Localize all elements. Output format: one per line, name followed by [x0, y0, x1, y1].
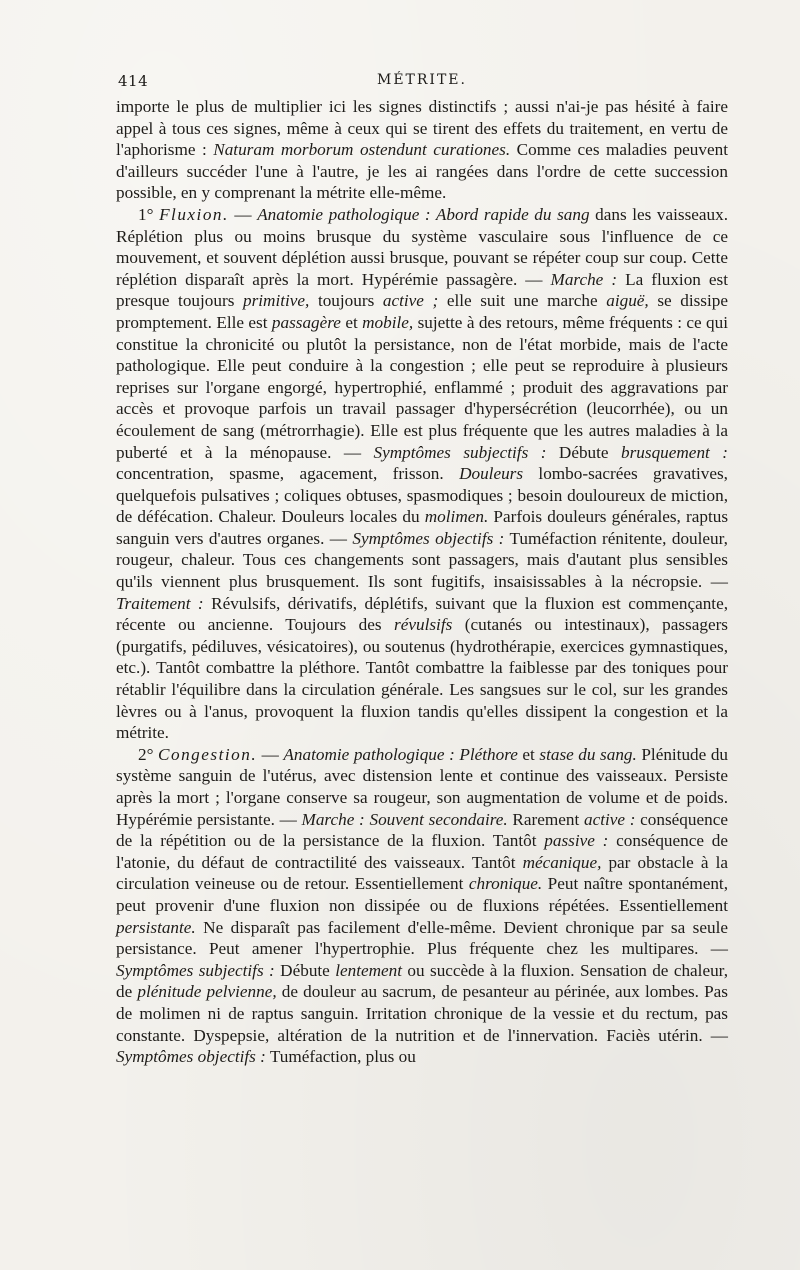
italic-text: mécanique, [522, 852, 602, 872]
text-segment: 2° [138, 744, 159, 764]
italic-text: Douleurs [459, 464, 524, 484]
italic-text: active : [583, 809, 636, 829]
page-header [118, 72, 726, 98]
text-segment: Rarement [507, 809, 584, 829]
italic-text: chronique. [468, 874, 543, 894]
italic-text: Symptômes objectifs : [116, 1047, 266, 1067]
text-segment: par obstacle à la circulation veineuse ou de retour. Essentiellement [116, 852, 728, 894]
italic-text: Traitement : [116, 593, 204, 613]
italic-text: Symptômes objectifs : [352, 528, 505, 548]
italic-text: plénitude pelvienne, [137, 982, 277, 1002]
italic-text: Anatomie pathologique : Pléthore [283, 744, 518, 764]
text-segment: Peut naître spontanément, peut provenir d'une fluxion non dissipée ou de fluxions répétées. Essentiellement [116, 874, 728, 915]
text-segment: Tuméfaction, plus ou [265, 1047, 416, 1067]
text-segment: importe le plus de multiplier ici les signes distinctifs ; aussi n'ai-je pas hésité à faire appel à tous ces signes, même à ceux qui se tirent des effets du traitement, en vertu de l'aphorisme : [116, 97, 728, 160]
paragraph [116, 204, 728, 744]
italic-text: Marche : Souvent secondaire. [301, 809, 508, 829]
italic-text: passagère [271, 312, 341, 332]
page-body-text [116, 96, 728, 1068]
text-segment: Plénitude du système sanguin de l'utérus, avec distension lente et continue des vaisseaux. Persiste après la mort ; l'organe conserve sa rougeur, son augmentation de volume et de poids. Hypérémie persistante. — [116, 744, 729, 829]
italic-text: Naturam morborum ostendunt curationes. [213, 140, 511, 160]
text-segment: ou succède à la fluxion. Sensation de chaleur, de [116, 960, 729, 1002]
text-segment: Débute [274, 960, 336, 980]
text-segment: Tuméfaction rénitente, douleur, rougeur, chaleur. Tous ces changements sont passagers, mais d'autant plus sensibles qu'ils viennent plus brusquement. Ils sont fugitifs, insaisissables à la nécropsie. — [116, 528, 728, 592]
italic-text: Symptômes subjectifs : [116, 960, 275, 980]
italic-text: lentement [335, 960, 403, 980]
text-segment: conséquence de la répétition ou de la persistance de la fluxion. Tantôt [116, 809, 728, 851]
page-number: 414 [118, 72, 149, 90]
text-segment: lombo-sacrées gravatives, quelquefois pulsatives ; coliques obtuses, spasmodiques ; besoin douloureux de miction, de défécation. Chaleur. Douleurs locales du [116, 464, 728, 527]
italic-text: molimen. [424, 507, 489, 527]
text-segment: Ne disparaît pas facilement d'elle-même. Devient chronique par sa seule persistance. Peut amener l'hypertrophie. Plus fréquente chez les multipares. — [116, 917, 728, 959]
text-segment: concentration, spasme, agacement, frisson. [116, 464, 460, 484]
text-segment: La fluxion est presque toujours [116, 269, 728, 311]
text-segment: dans les vaisseaux. Réplétion plus ou moins brusque du système vasculaire sous l'influence de ce mouvement, et souvent déplétion aussi brusque, pouvant se répéter coup sur coup. Cette réplétion disparaît après la mort. Hypérémie passagère. — [116, 204, 729, 289]
text-segment: 1° [138, 204, 160, 224]
italic-text: primitive, [242, 291, 310, 311]
text-segment: Comme ces maladies peuvent d'ailleurs succéder l'une à l'autre, je les ai rangées dans l'ordre de cette succession possible, en y comprenant la métrite elle-même. [116, 140, 728, 203]
text-segment: toujours [309, 291, 383, 311]
text-segment: Parfois douleurs générales, raptus sanguin vers d'autres organes. — [116, 507, 729, 548]
section-heading: Congestion. [158, 744, 258, 764]
italic-text: Symptômes subjectifs : [373, 442, 547, 462]
italic-text: persistante. [116, 917, 196, 937]
paragraph [116, 96, 728, 204]
text-segment: et [340, 312, 363, 332]
italic-text: brusquement : [621, 442, 728, 462]
italic-text: active ; [382, 291, 439, 311]
section-heading: Fluxion. [159, 204, 229, 224]
italic-text: Marche : [550, 269, 618, 289]
text-segment: elle suit une marche [438, 291, 607, 311]
text-segment: de douleur au sacrum, de pesanteur au périnée, aux lombes. Pas de molimen ni de raptus sanguin. Irritation chronique de la vessie et du rectum, pas constante. Dyspepsie, altération de la nutrition et de l'innervation. Faciès utérin. — [116, 982, 728, 1045]
text-segment: conséquence de l'atonie, du défaut de contractilité des vaisseaux. Tantôt [116, 831, 728, 872]
italic-text: révulsifs [394, 615, 453, 635]
italic-text: passive : [544, 831, 609, 851]
paragraph [116, 744, 728, 1068]
italic-text: mobile, [362, 312, 414, 332]
text-segment: — [257, 744, 284, 764]
text-segment: se dissipe promptement. Elle est [116, 291, 728, 332]
text-segment: et [517, 744, 540, 764]
text-segment: — [228, 204, 258, 224]
text-segment: sujette à des retours, même fréquents : ce qui constitue la chronicité ou plutôt la persistance, non de l'état morbide, mais de l'acte pathologique. Elle peut conduire à la congestion ; elle peut se reproduire à plusieurs reprises sur l'organe engorgé, hypertrophié, enflammé ; produit des aggravations par accès et provoque parfois un travail passager d'hypersécrétion (leucorrhée), ou un écoulement de sang (métrorrhagie). Elle est plus fréquente que les autres maladies à la puberté et à la ménopause. — [116, 312, 729, 462]
italic-text: stase du sang. [539, 744, 637, 764]
italic-text: Anatomie pathologique : Abord rapide du sang [257, 204, 590, 224]
text-segment: Révulsifs, dérivatifs, déplétifs, suivant que la fluxion est commençante, récente ou ancienne. Toujours des [116, 593, 728, 635]
running-title: MÉTRITE. [377, 72, 467, 88]
italic-text: aiguë, [606, 291, 649, 311]
text-segment: (cutanés ou intestinaux), passagers (purgatifs, pédiluves, vésicatoires), ou soutenus (hydrothérapie, exercices gymnastiques, etc.). Tantôt combattre la pléthore. Tantôt combattre la faiblesse par des toniques pour rétablir l'équilibre dans la circulation générale. Les sangsues sur le col, sur les grandes lèvres ou à l'anus, provoquent la fluxion tandis qu'elles dissipent la congestion et la métrite. [116, 615, 728, 743]
text-segment: Débute [546, 442, 622, 462]
